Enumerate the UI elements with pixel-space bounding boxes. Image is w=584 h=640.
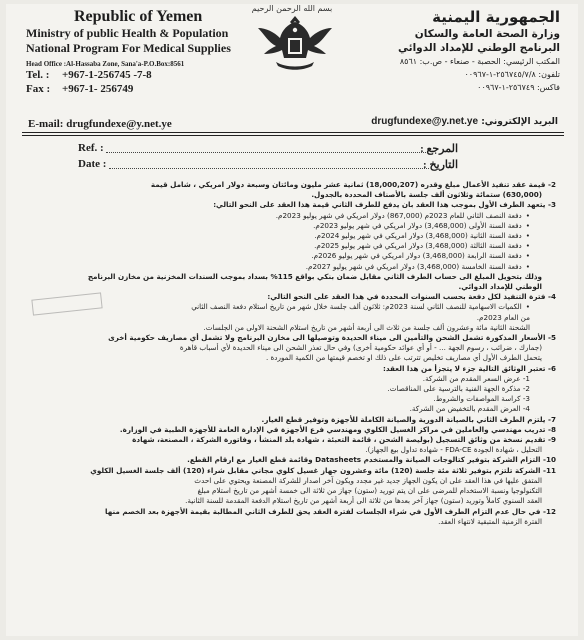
email-label: E-mail: [28, 118, 64, 130]
ar-title: الجمهورية اليمنية [432, 8, 560, 26]
ar-email-label: البريد الإلكتروني: [481, 117, 558, 127]
date-label-ar: التاريخ : [423, 159, 458, 171]
header-divider-thin [22, 135, 564, 136]
date-row [78, 158, 458, 170]
email-line [28, 118, 172, 130]
ref-label: Ref. : [78, 142, 104, 154]
body-line: العقد السنوي كاملاً وتوريد (ستون) جهاز آخر بعدها من ثلاثة الى أربعة أشهر من تاريخ استلام الدفعة المقدمة للسنة الثانية. [185, 496, 542, 506]
body-line: وذلك بتحويل المبلغ الى حساب الطرف الثاني مقابل ضمان بنكي بواقع 115% بسداد بموجب السندات المخزنية من مخازن البرنامج [87, 271, 542, 281]
body-line: 11- الشركة تلتزم بتوفير ثلاثة مئة جلسة (120) مائة وعشرون جهاز غسيل كلوي مجاني مقابل شراء (120) ألف جلسة الغسيل الكلوي [90, 465, 556, 475]
head-office-address: Head Office :Al-Hassaba Zone, Sana'a-P.O.Box:8561 [26, 60, 185, 68]
ref-row [78, 142, 458, 154]
body-line: الفترة الزمنية المتبقية لانتهاء العقد. [438, 516, 542, 526]
body-line: 6- تعتبر الوثائق التالية جزء لا يتجزأ من هذا العقد: [382, 363, 556, 373]
body-line: من العام 2023م. [476, 312, 530, 322]
body-line: التحليل ، شهادة الجودة FDA-CE - شهادة تداول بيع الجهاز). [365, 445, 542, 455]
body-line: 1- عرض السعر المقدم من الشركة. [422, 373, 530, 383]
yemen-eagle-emblem [252, 8, 338, 78]
body-line: 12- في حال عدم التزام الطرف الأول في شراء الجلسات لفترة العقد يحق للطرف الثاني المطالبة بقيمة الأجهزة بعد الخصم منها [105, 506, 556, 516]
ar-email-line [371, 116, 558, 127]
tel-value: +967-1-256745 -7-8 [62, 69, 152, 81]
ref-label-ar: المرجع : [420, 143, 458, 155]
body-line: 3- يتعهد الطرف الأول بموجب هذا العقد بان يدفع للطرف الثاني قيمة هذا العقد على النحو التالي: [213, 200, 556, 210]
en-program: National Program For Medical Supplies [26, 41, 231, 55]
body-line: الشحنة الثانية مائة وعشرون ألف جلسة من ثلاث الى أربعة أشهر من تاريخ استلام الشحنة الاولى من الجلسات. [203, 322, 530, 332]
body-line: التكنولوجيا ونسبة الاستخدام للمرضى على ان يتم توريد (ستون) جهاز من ثلاثة الى خمسة أشهر من تاريخ استلام مبلغ [197, 486, 542, 496]
body-line: 3- كراسة المواصفات والشروط. [433, 394, 530, 404]
ar-tel: تلفون: ٢٥٦٧٤٥/٧/٨-١-٠٠٩٦٧ [464, 70, 560, 79]
ref-dotted-line [106, 144, 426, 153]
body-line: 7- يلتزم الطرف الثاني بالصيانة الدورية والصيانة الكاملة للأجهزة وتوفير قطع الغيار. [261, 414, 556, 424]
email-value: drugfundexe@y.net.ye [66, 118, 172, 130]
body-line: 4- فترة التنفيذ لكل دفعة بحسب السنوات المحددة في هذا العقد على النحو التالي: [267, 292, 556, 302]
header-divider [22, 132, 564, 133]
body-line: 8- تدريب مهندسي والعاملين في مراكز الغسيل الكلوي ومهندسي فرع الأجهزة في الإدارة العامة للأجهزة الطبية في الوزارة. [119, 424, 556, 434]
letterhead-arabic [360, 8, 560, 94]
body-line: • دفعة السنة الثانية (3,468,000) دولار امريكي في شهر يوليو 2024م. [34, 231, 556, 241]
body-line: 2- قيمة عقد تنفيذ الأعمال مبلغ وقدره (18,000,207) ثمانية عشر مليون ومائتان وسبعة دولار امريكي ، شامل قيمة [150, 180, 556, 189]
ar-ministry: وزارة الصحة العامة والسكان [414, 28, 560, 40]
bismillah-calligraphy: بسم الله الرحمن الرحيم [251, 4, 333, 13]
ar-address: المكتب الرئيسي: الحصبة - صنعاء - ص.ب: ٨٥٦١ [399, 57, 560, 66]
body-line: (جمارك ، ضرائب ، رسوم الجهة ... - أو أي عوائد حكومية أخرى) وفي حال تعذر الشحن الى ميناء الحديدة لأي أسباب قاهرة [179, 343, 542, 353]
body-line: 10- التزام الشركة بتوفير كتالوجات الصيانة والمستخدم Datasheets وقائمة قطع الغيار مع ارقام القطع. [187, 455, 556, 465]
body-line: يتحمل الطرف الأول أي مصاريف تخليص تترتب على ذلك او تخصم قيمتها من الكمية الموردة . [265, 353, 542, 363]
ar-fax: فاكس: ٢٥٦٧٤٩-١-٠٠٩٦٧ [477, 83, 560, 92]
tel-label: Tel. : [26, 69, 50, 81]
body-line: 2- مذكرة الجهة الفنية بالترسية على المناقصات. [387, 384, 530, 394]
en-ministry: Ministry of public Health & Population [26, 26, 229, 40]
date-label: Date : [78, 158, 107, 170]
body-line: • دفعة النصف الثاني للعام 2023م (867,000) دولار امريكي في شهر يوليو 2023م. [34, 211, 556, 221]
document-page [6, 4, 578, 636]
body-line: 4- العرض المقدم بالتخفيض من الشركة. [409, 404, 530, 414]
fax-label: Fax : [26, 83, 51, 95]
body-line: • دفعة السنة الخامسة (3,468,000) دولار امريكي في شهر يوليو 2027م. [34, 262, 556, 272]
body-line: 9- تقديم نسخة من وثائق التسجيل (بوليصة الشحن ، قائمة التعبئة ، شهادة بلد المنشأ ، وفاتورة الشركة ، المصنعة، شهادة [132, 435, 556, 445]
body-line: المتفق عليها في هذا العقد على ان يكون الجهاز جديد غير مجدد ويكون آخر اصدار للشركة المصنعة ويحتوي على احدث [194, 475, 542, 485]
body-line: • دفعة السنة الأولى (3,468,000) دولار امريكي في شهر يوليو 2023م. [34, 221, 556, 231]
body-line: (630,000) ستمائة وثلاثون ألف جلسة بالأصناف المحددة بالجدول. [311, 190, 542, 200]
fax-value: +967-1- 256749 [62, 83, 134, 95]
body-line: • دفعة السنة الرابعة (3,468,000) دولار امريكي في شهر يوليو 2026م. [34, 251, 556, 261]
body-line: • الكميات الاسهامية للنصف الثاني لسنة 2023م: ثلاثون ألف جلسة خلال شهر من تاريخ استلام دفعة النصف الثاني [34, 302, 556, 312]
contract-body [34, 180, 556, 527]
en-title: Republic of Yemen [74, 8, 203, 25]
ar-program: البرنامج الوطني للإمداد الدوائي [398, 42, 560, 54]
body-line: • دفعة السنة الثالثة (3,468,000) دولار امريكي في شهر يوليو 2025م. [34, 241, 556, 251]
body-line: الوطني للإمداد الدوائي. [458, 282, 542, 292]
letterhead-english [26, 8, 236, 96]
fax-line [26, 82, 236, 96]
date-dotted-line [109, 160, 429, 169]
tel-line [26, 68, 236, 82]
body-line: 5- الأسعار المذكورة تشمل الشحن والتأمين الى ميناء الحديدة وتوصيلها الى مخازن البرنامج ولا تشمل أي مصاريف حكومية أخرى [108, 333, 556, 343]
ar-email-value: drugfundexe@y.net.ye [371, 116, 479, 127]
